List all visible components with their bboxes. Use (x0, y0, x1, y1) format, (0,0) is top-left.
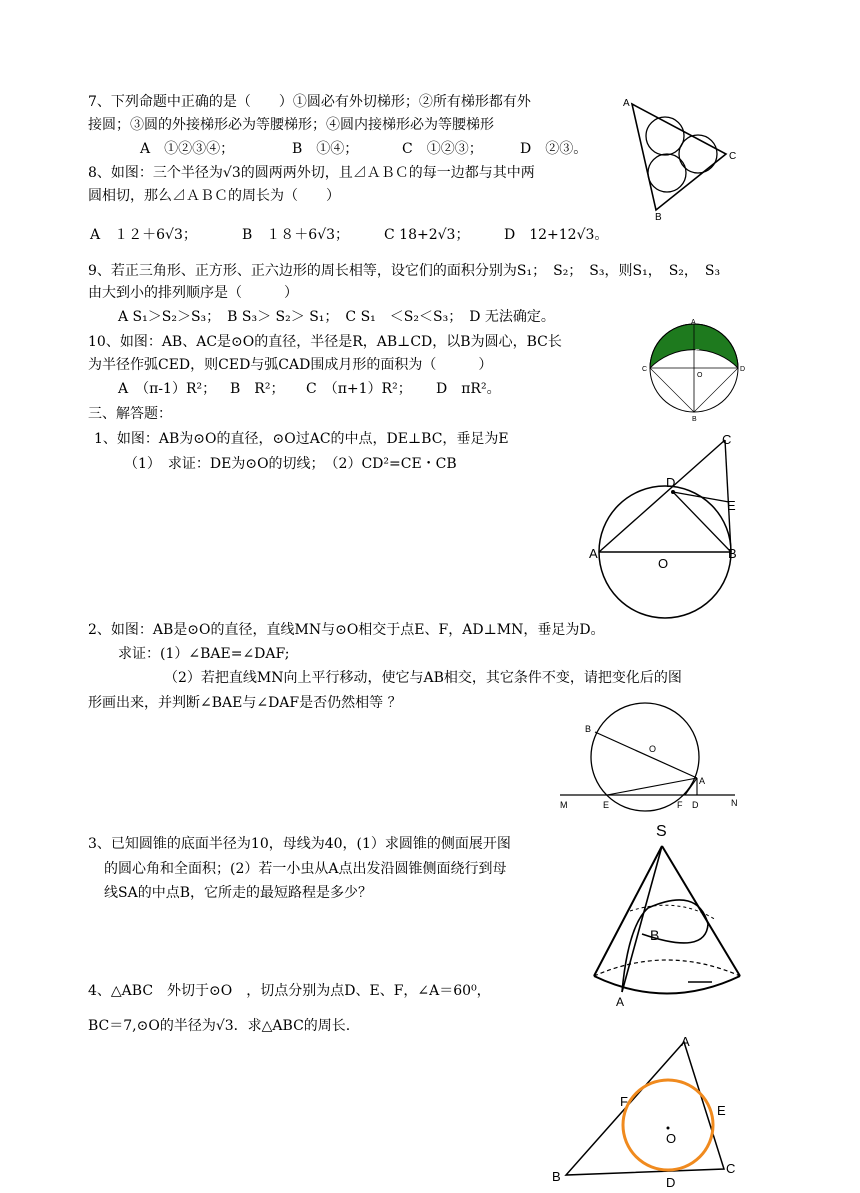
p2-line-ae (607, 778, 697, 795)
q10-label-a: A (691, 319, 696, 326)
p1-label-d: D (666, 475, 676, 490)
q7-option-c: C ①②③； (402, 141, 483, 157)
q10-label-c: C (642, 366, 648, 373)
q10-option-a: A （π-1）R²； (118, 381, 217, 397)
p4-label-a: A (681, 1034, 690, 1049)
q8-option-b: B １８＋6√3； (242, 227, 350, 243)
p2-label-d: D (692, 800, 699, 810)
p3-line3: 线SA的中点B，它所走的最短路程是多少？ (104, 885, 372, 901)
q9-options: A S₁＞S₂＞S₃； B S₃＞ S₂＞ S₁； C S₁ ＜S₂＜S₃； D 无法确定。 (118, 309, 555, 325)
q8-label-a: A (623, 98, 630, 109)
p1-label-e: E (727, 498, 736, 513)
p1-line2: （1） 求证：DE为⊙O的切线； （2）CD²=CE・CB (124, 456, 457, 472)
p1-label-b: B (728, 546, 737, 561)
p3-generatrix-sa (622, 846, 662, 992)
q10-label-e: E (695, 349, 700, 356)
p2-label-m: M (560, 800, 568, 810)
q8-option-a: A １２＋6√3； (90, 227, 197, 243)
p2-line-af (685, 778, 697, 795)
q7-line2: 接圆；③圆的外接梯形必为等腰梯形；④圆内接梯形必为等腰梯形 (88, 117, 494, 133)
p4-line2: BC＝7,⊙O的半径为√3．求△ABC的周长. (88, 1018, 351, 1034)
p4-label-b: B (552, 1169, 561, 1184)
p3-label-b: B (650, 927, 660, 943)
q10-label-d: D (740, 366, 746, 373)
p4-label-o: O (666, 1131, 677, 1146)
p4-line1: 4、△ABC 外切于⊙O ，切点分别为点D、E、F，∠A＝60⁰， (88, 983, 491, 999)
p2-label-e: E (603, 800, 610, 810)
p1-label-c: C (722, 432, 732, 447)
q10-option-b: B R²； (230, 381, 285, 397)
q9-line2: 由大到小的排列顺序是（ ） (88, 285, 298, 301)
q8-option-d: D 12+12√3。 (504, 227, 609, 243)
q10-option-c: C （π+1）R²； (306, 381, 412, 397)
q10-option-d: D πR²。 (436, 381, 501, 397)
q10-label-o: O (697, 372, 703, 379)
p2-line1: 2、如图：AB是⊙O的直径，直线MN与⊙O相交于点E、F，AD⊥MN，垂足为D。 (88, 622, 605, 638)
p4-incircle (623, 1080, 713, 1170)
q8-line2: 圆相切，那么⊿ＡＢＣ的周长为（ ） (88, 188, 340, 204)
p1-label-a: A (589, 546, 598, 561)
q8-label-b: B (655, 212, 662, 223)
q8-circle-1 (646, 117, 684, 155)
p3-cone-sides (594, 846, 740, 976)
q8-line1: 8、如图：三个半径为√3的圆两两外切，且⊿ＡＢＣ的每一边都与其中两 (88, 165, 535, 181)
q9-line1: 9、若正三角形、正方形、正六边形的周长相等，设它们的面积分别为S₁； S₂； S₃，则S₁， S₂， S₃ (88, 263, 721, 279)
section3-heading: 三、解答题： (88, 406, 172, 422)
p4-label-e: E (717, 1103, 726, 1118)
p2-line3: （2）若把直线MN向上平行移动，使它与AB相交，其它条件不变，请把变化后的图 (164, 670, 682, 686)
p2-label-b: B (585, 724, 592, 734)
p1-figure (585, 428, 745, 608)
q10-options (118, 380, 501, 398)
p3-label-a: A (616, 995, 625, 1009)
q10-line2: 为半径作弧CED，则CED与弧CAD围成月形的面积为（ ） (88, 357, 493, 373)
q8-label-c: C (729, 151, 737, 162)
q7-option-d: D ②③。 (520, 141, 588, 157)
p2-label-o: O (649, 744, 657, 754)
p4-figure (550, 1034, 750, 1190)
p2-figure (555, 712, 755, 812)
q10-chord-cb (650, 368, 694, 412)
q7-option-a: A ①②③④； (140, 141, 235, 157)
p1-line-bc (725, 440, 731, 552)
q10-line1: 10、如图：AB、AC是⊙O的直径，半径是R，AB⊥CD，以B为圆心，BC长 (88, 334, 562, 350)
p3-cone-base-front (594, 976, 740, 994)
q7-option-b: B ①④； (292, 141, 359, 157)
p2-line4: 形画出来，并判断∠BAE与∠DAF是否仍然相等 ？ (88, 695, 402, 711)
p1-line-ac (599, 440, 725, 552)
p2-line2: 求证：(1）∠BAE=∠DAF; (118, 646, 290, 662)
q8-options (90, 226, 608, 244)
q8-circle-3 (648, 154, 686, 192)
q8-option-c: C 18+2√3； (384, 227, 470, 243)
p4-label-f: F (620, 1094, 628, 1109)
p4-label-d: D (666, 1175, 676, 1190)
p3-line1: 3、已知圆锥的底面半径为10，母线为40，(1）求圆锥的侧面展开图 (88, 836, 511, 852)
q7-options (140, 140, 587, 158)
q10-figure (640, 316, 750, 423)
p1-line1: 1、如图：AB为⊙O的直径，⊙O过AC的中点，DE⊥BC，垂足为E (94, 431, 509, 447)
p3-line2: 的圆心角和全面积；(2）若一小虫从A点出发沿圆锥侧面绕行到母 (104, 861, 507, 877)
p1-label-o: O (658, 556, 669, 571)
p4-label-c: C (726, 1161, 736, 1176)
q10-label-b: B (692, 416, 697, 423)
p3-figure (588, 816, 748, 1011)
p3-cone-base-back (594, 960, 740, 976)
p2-diameter-ab (595, 732, 697, 778)
q7-line1: 7、下列命题中正确的是（ ）①圆必有外切梯形；②所有梯形都有外 (88, 94, 531, 110)
p3-label-s: S (656, 823, 667, 840)
q8-figure (620, 92, 740, 222)
p2-label-a: A (699, 776, 706, 786)
p1-point-d (671, 490, 675, 494)
p2-label-f: F (677, 800, 683, 810)
p2-label-n: N (731, 798, 738, 808)
p4-center-point (667, 1127, 670, 1130)
